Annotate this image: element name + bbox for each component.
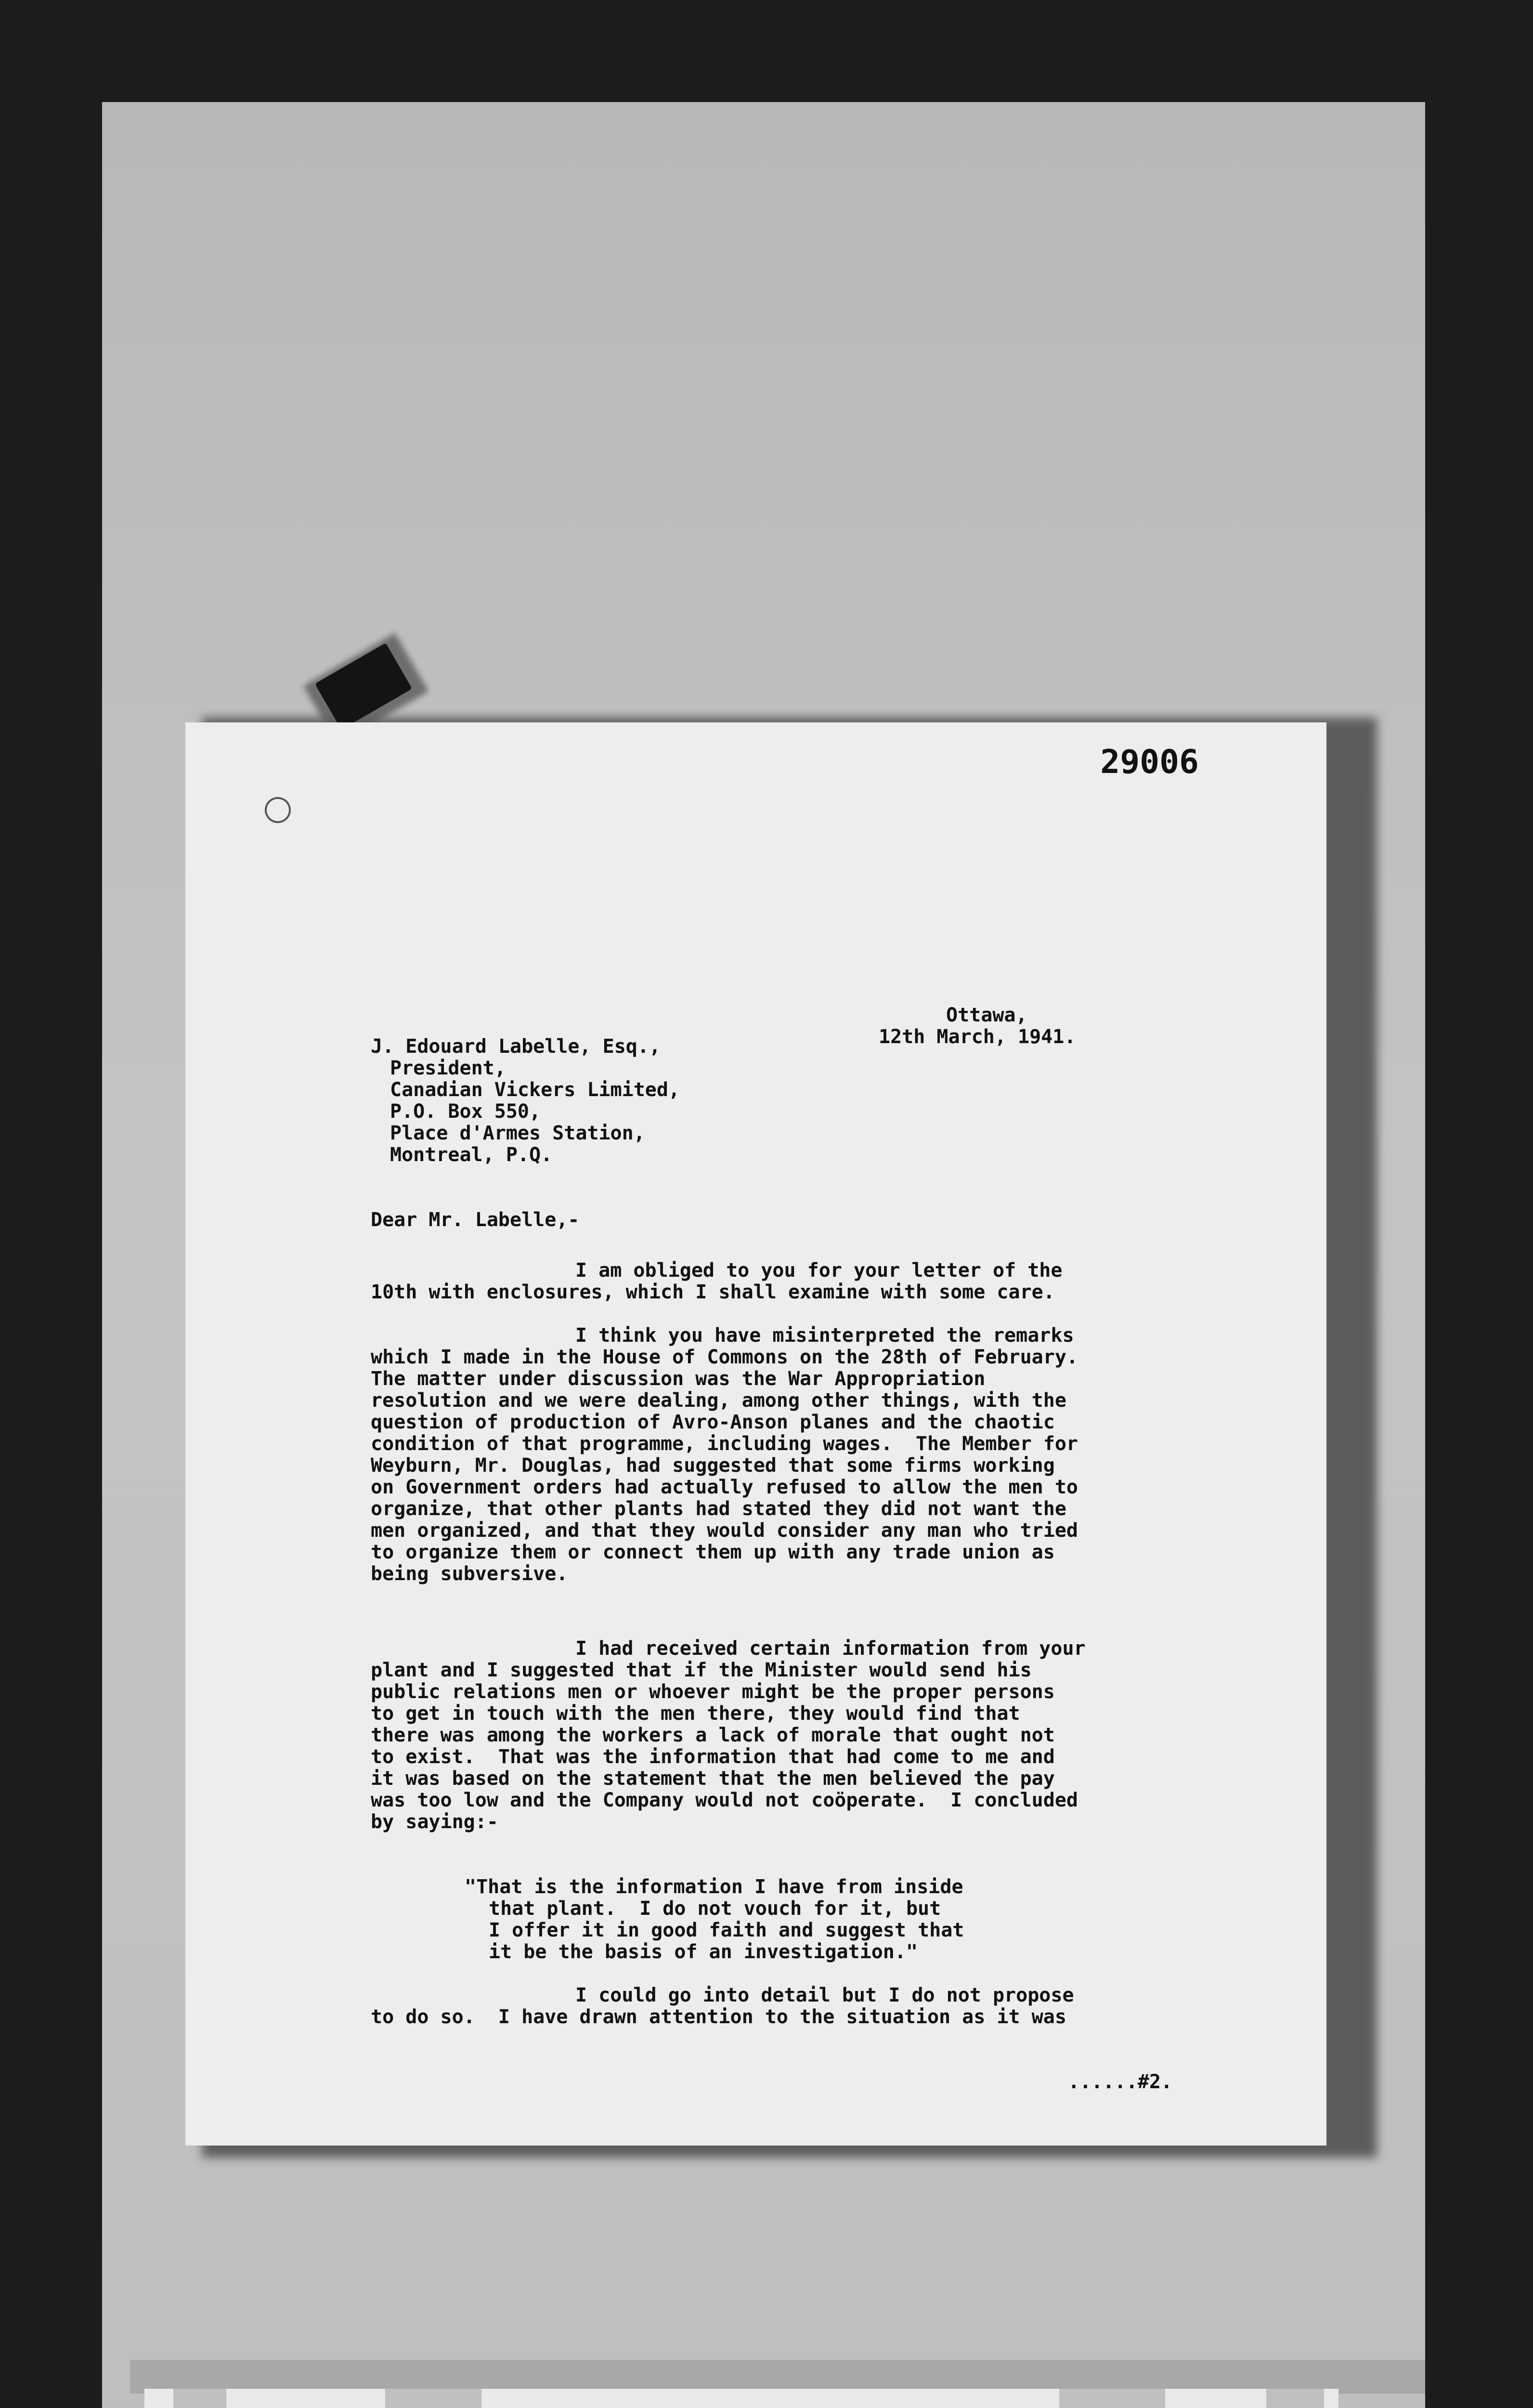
body-line: there was among the workers a lack of morale that ought not [371,1724,1055,1746]
body-line: was too low and the Company would not coöperate. I concluded [371,1789,1078,1811]
page-continuation: ......#2. [1068,2071,1172,2093]
body-line: men organized, and that they would consider any man who tried [371,1519,1078,1542]
body-line: to organize them or connect them up with any trade union as [371,1541,1055,1563]
body-line: being subversive. [371,1563,568,1585]
body-line: The matter under discussion was the War Appropriation [371,1368,986,1390]
body-line: organize, that other plants had stated they did not want the [371,1498,1066,1520]
recipient-line: Canadian Vickers Limited, [390,1079,680,1101]
recipient-line: P.O. Box 550, [390,1100,541,1123]
body-line: to do so. I have drawn attention to the situation as it was [371,2006,1066,2028]
body-line: which I made in the House of Commons on the 28th of February. [371,1346,1078,1368]
body-line: resolution and we were dealing, among other things, with the [371,1389,1066,1412]
recipient-line: Montreal, P.Q. [390,1144,553,1166]
body-line: condition of that programme, including wages. The Member for [371,1433,1078,1455]
body-line: Weyburn, Mr. Douglas, had suggested that some firms working [371,1454,1055,1477]
document-number: 29006 [1100,743,1199,781]
body-line: by saying:- [371,1811,498,1833]
body-line: I think you have misinterpreted the remarks [575,1324,1074,1347]
body-line: that plant. I do not vouch for it, but [489,1898,941,1920]
recipient-line: President, [390,1057,506,1079]
body-line: I could go into detail but I do not propose [575,1984,1074,2006]
recipient-line: J. Edouard Labelle, Esq., [371,1035,661,1058]
body-line: I am obliged to you for your letter of the [575,1259,1063,1282]
recipient-line: Place d'Armes Station, [390,1122,645,1144]
body-line: to exist. That was the information that had come to me and [371,1746,1055,1768]
letter-date: 12th March, 1941. [879,1026,1076,1048]
body-line: it was based on the statement that the men believed the pay [371,1767,1055,1790]
letter-paper [185,722,1326,2146]
archive-label [144,2389,1338,2408]
body-line: 10th with enclosures, which I shall examine with some care. [371,1281,1055,1303]
body-line: "That is the information I have from inside [465,1876,963,1898]
body-line: I had received certain information from your [575,1637,1086,1660]
body-line: public relations men or whoever might be the proper persons [371,1681,1055,1703]
body-line: I offer it in good faith and suggest that [489,1919,964,1941]
binder-clip [308,636,429,732]
body-line: it be the basis of an investigation." [489,1941,918,1963]
body-line: to get in touch with the men there, they would find that [371,1702,1020,1725]
body-line: on Government orders had actually refused to allow the men to [371,1476,1078,1498]
salutation: Dear Mr. Labelle,- [371,1209,580,1231]
punch-hole [265,797,291,823]
body-line: question of production of Avro-Anson planes and the chaotic [371,1411,1055,1433]
body-line: plant and I suggested that if the Minister would send his [371,1659,1032,1681]
letter-place: Ottawa, [946,1004,1027,1026]
